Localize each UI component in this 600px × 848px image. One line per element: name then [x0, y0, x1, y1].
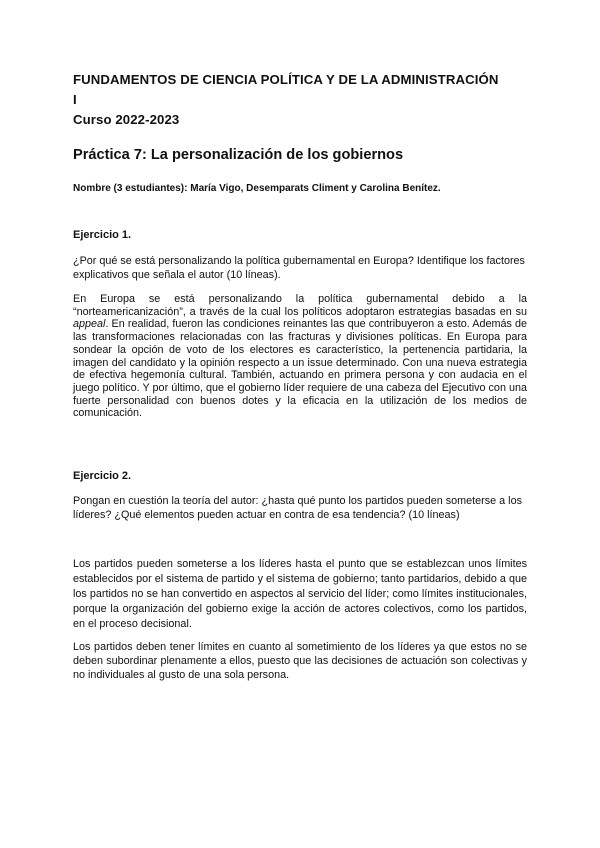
course-title: [73, 70, 527, 130]
exercise1-answer-italic: appeal: [73, 318, 106, 331]
student-names: Nombre (3 estudiantes): María Vigo, Desemparats Climent y Carolina Benítez.: [73, 183, 441, 194]
exercise1-heading: Ejercicio 1.: [73, 229, 132, 241]
exercise1-question: ¿Por qué se está personalizando la política gubernamental en Europa? Identifique los factores explicativos que señala el autor (10 líneas).: [73, 255, 525, 282]
exercise2-answer-paragraph1: Los partidos pueden someterse a los líderes hasta el punto que se establezcan unos límites establecidos por el sistema de partido y el sistema de gobierno; tanto partidarios, debido a que los partidos no se han convertido en aspectos al servicio del líder; como límites institucionales, porque la organización del gobierno exige la acción de actores colectivos, como los partidos, en el proceso decisional.: [73, 558, 527, 630]
exercise2-heading: Ejercicio 2.: [73, 470, 132, 482]
course-title-line1: FUNDAMENTOS DE CIENCIA POLÍTICA Y DE LA ADMINISTRACIÓN: [73, 72, 499, 87]
exercise1-answer-part1: En Europa se está personalizando la política gubernamental debido a la “norteamericanización”, a través de la cual los políticos adoptaron estrategias basadas en su: [73, 293, 527, 318]
practice-title: Práctica 7: La personalización de los gobiernos: [73, 147, 404, 163]
exercise2-answer-paragraph2: Los partidos deben tener límites en cuanto al sometimiento de los líderes ya que estos no se deben subordinar plenamente a ellos, puesto que las decisiones de actuación son colectivas y no individuales al gusto de una sola persona.: [73, 641, 527, 681]
course-title-line2: I: [73, 92, 77, 107]
exercise2-question: Pongan en cuestión la teoría del autor: ¿hasta qué punto los partidos pueden someterse a los líderes? ¿Qué elementos pueden actuar en contra de esa tendencia? (10 líneas): [73, 495, 522, 522]
exercise1-answer-part2: . En realidad, fueron las condiciones reinantes las que contribuyeron a esto. Además de las transformaciones relacionadas con las fracturas y divisiones políticas. En Europa para sondear la opción de voto de los electores es característico, la pertenencia partidaria, la imagen del candidato y la opinión respecto a un issue determinado. Con una nueva estrategia de efectiva hegemonía cultural. También, actuando en primera persona y con audacia en el juego político. Y por último, que el gobierno líder requiere de una cabeza del Ejecutivo con una fuerte personalidad con buenos dotes y la eficacia en la utilización de los medios de comunicación.: [73, 318, 527, 420]
exercise1-answer: [73, 293, 527, 420]
course-year: Curso 2022-2023: [73, 112, 180, 127]
